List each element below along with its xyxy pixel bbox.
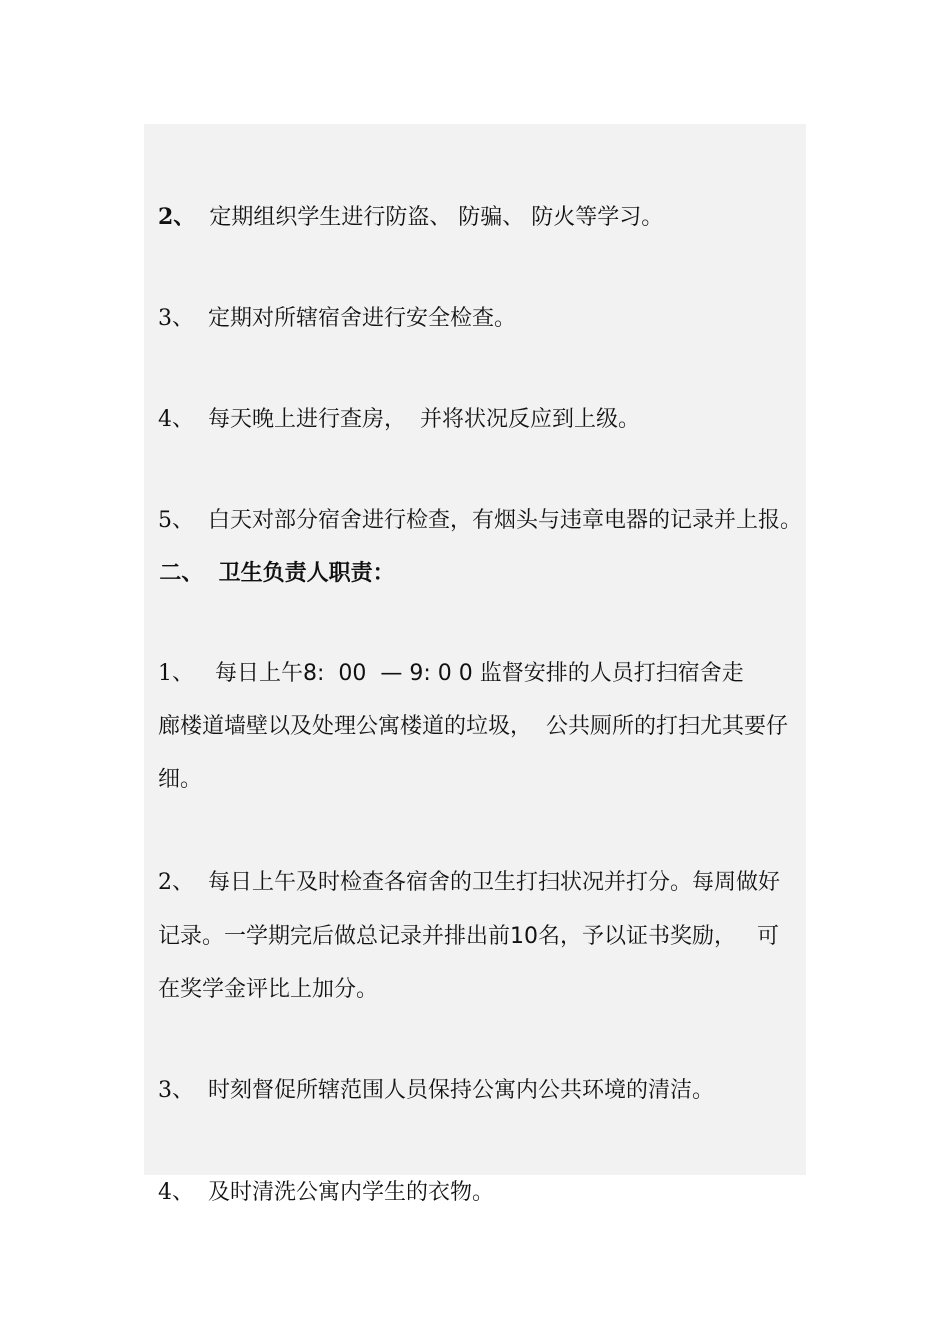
hygiene-item-2-continuation [144,892,779,952]
heading-number: 二、 [159,561,204,586]
item-text-line: 廊楼道墙壁以及处理公寓楼道的垃圾， 公共厕所的打扫尤其要仔 [158,714,788,739]
hygiene-item-2-continuation [144,945,378,1005]
spacer [194,1180,208,1205]
hygiene-item-4 [144,1148,494,1208]
item-text-line: 时刻督促所辖范围人员保持公寓内公共环境的清洁。 [208,1078,715,1103]
item-text-line: 在奖学金评比上加分。 [158,977,379,1002]
item-number: 3、 [158,306,194,331]
item-2 [144,172,663,233]
hygiene-item-3 [144,1046,714,1106]
item-5 [144,476,802,536]
item-text: 每天晚上进行查房， 并将状况反应到上级。 [208,407,640,432]
item-text: 白天对部分宿舍进行检查，有烟头与违章电器的记录并上报。 [208,508,803,533]
spacer [194,407,208,432]
spacer [195,205,209,230]
item-number: 5、 [158,508,194,533]
item-3 [144,274,516,334]
item-number: 4、 [158,1180,194,1205]
item-number: 4、 [158,407,194,432]
spacer [194,1078,208,1103]
heading-text: 卫生负责人职责： [218,561,395,586]
spacer [194,306,208,331]
item-number: 1、 [158,661,194,686]
item-text-line: 每日上午及时检查各宿舍的卫生打扫状况并打分。每周做好 [208,870,781,895]
item-text: 定期对所辖宿舍进行安全检查。 [208,306,517,331]
item-text: 定期组织学生进行防盗、 防骗、 防火等学习。 [209,205,664,230]
item-text-line: 细。 [158,767,203,792]
item-text-line: 每日上午8: 00 — 9: 0 0 监督安排的人员打扫宿舍走 [214,661,744,686]
item-4 [144,375,640,435]
item-number: 3、 [158,1078,194,1103]
section-heading [144,529,395,589]
hygiene-item-1-continuation [144,682,788,742]
hygiene-item-2 [144,838,780,898]
item-number: 2、 [158,870,194,895]
item-text-line: 记录。一学期完后做总记录并排出前10名，予以证书奖励， 可 [158,924,779,949]
hygiene-item-1-continuation [144,735,202,795]
item-text-line: 及时清洗公寓内学生的衣物。 [208,1180,495,1205]
item-number: 2、 [158,204,196,230]
spacer [203,561,218,586]
hygiene-item-1 [144,629,744,689]
